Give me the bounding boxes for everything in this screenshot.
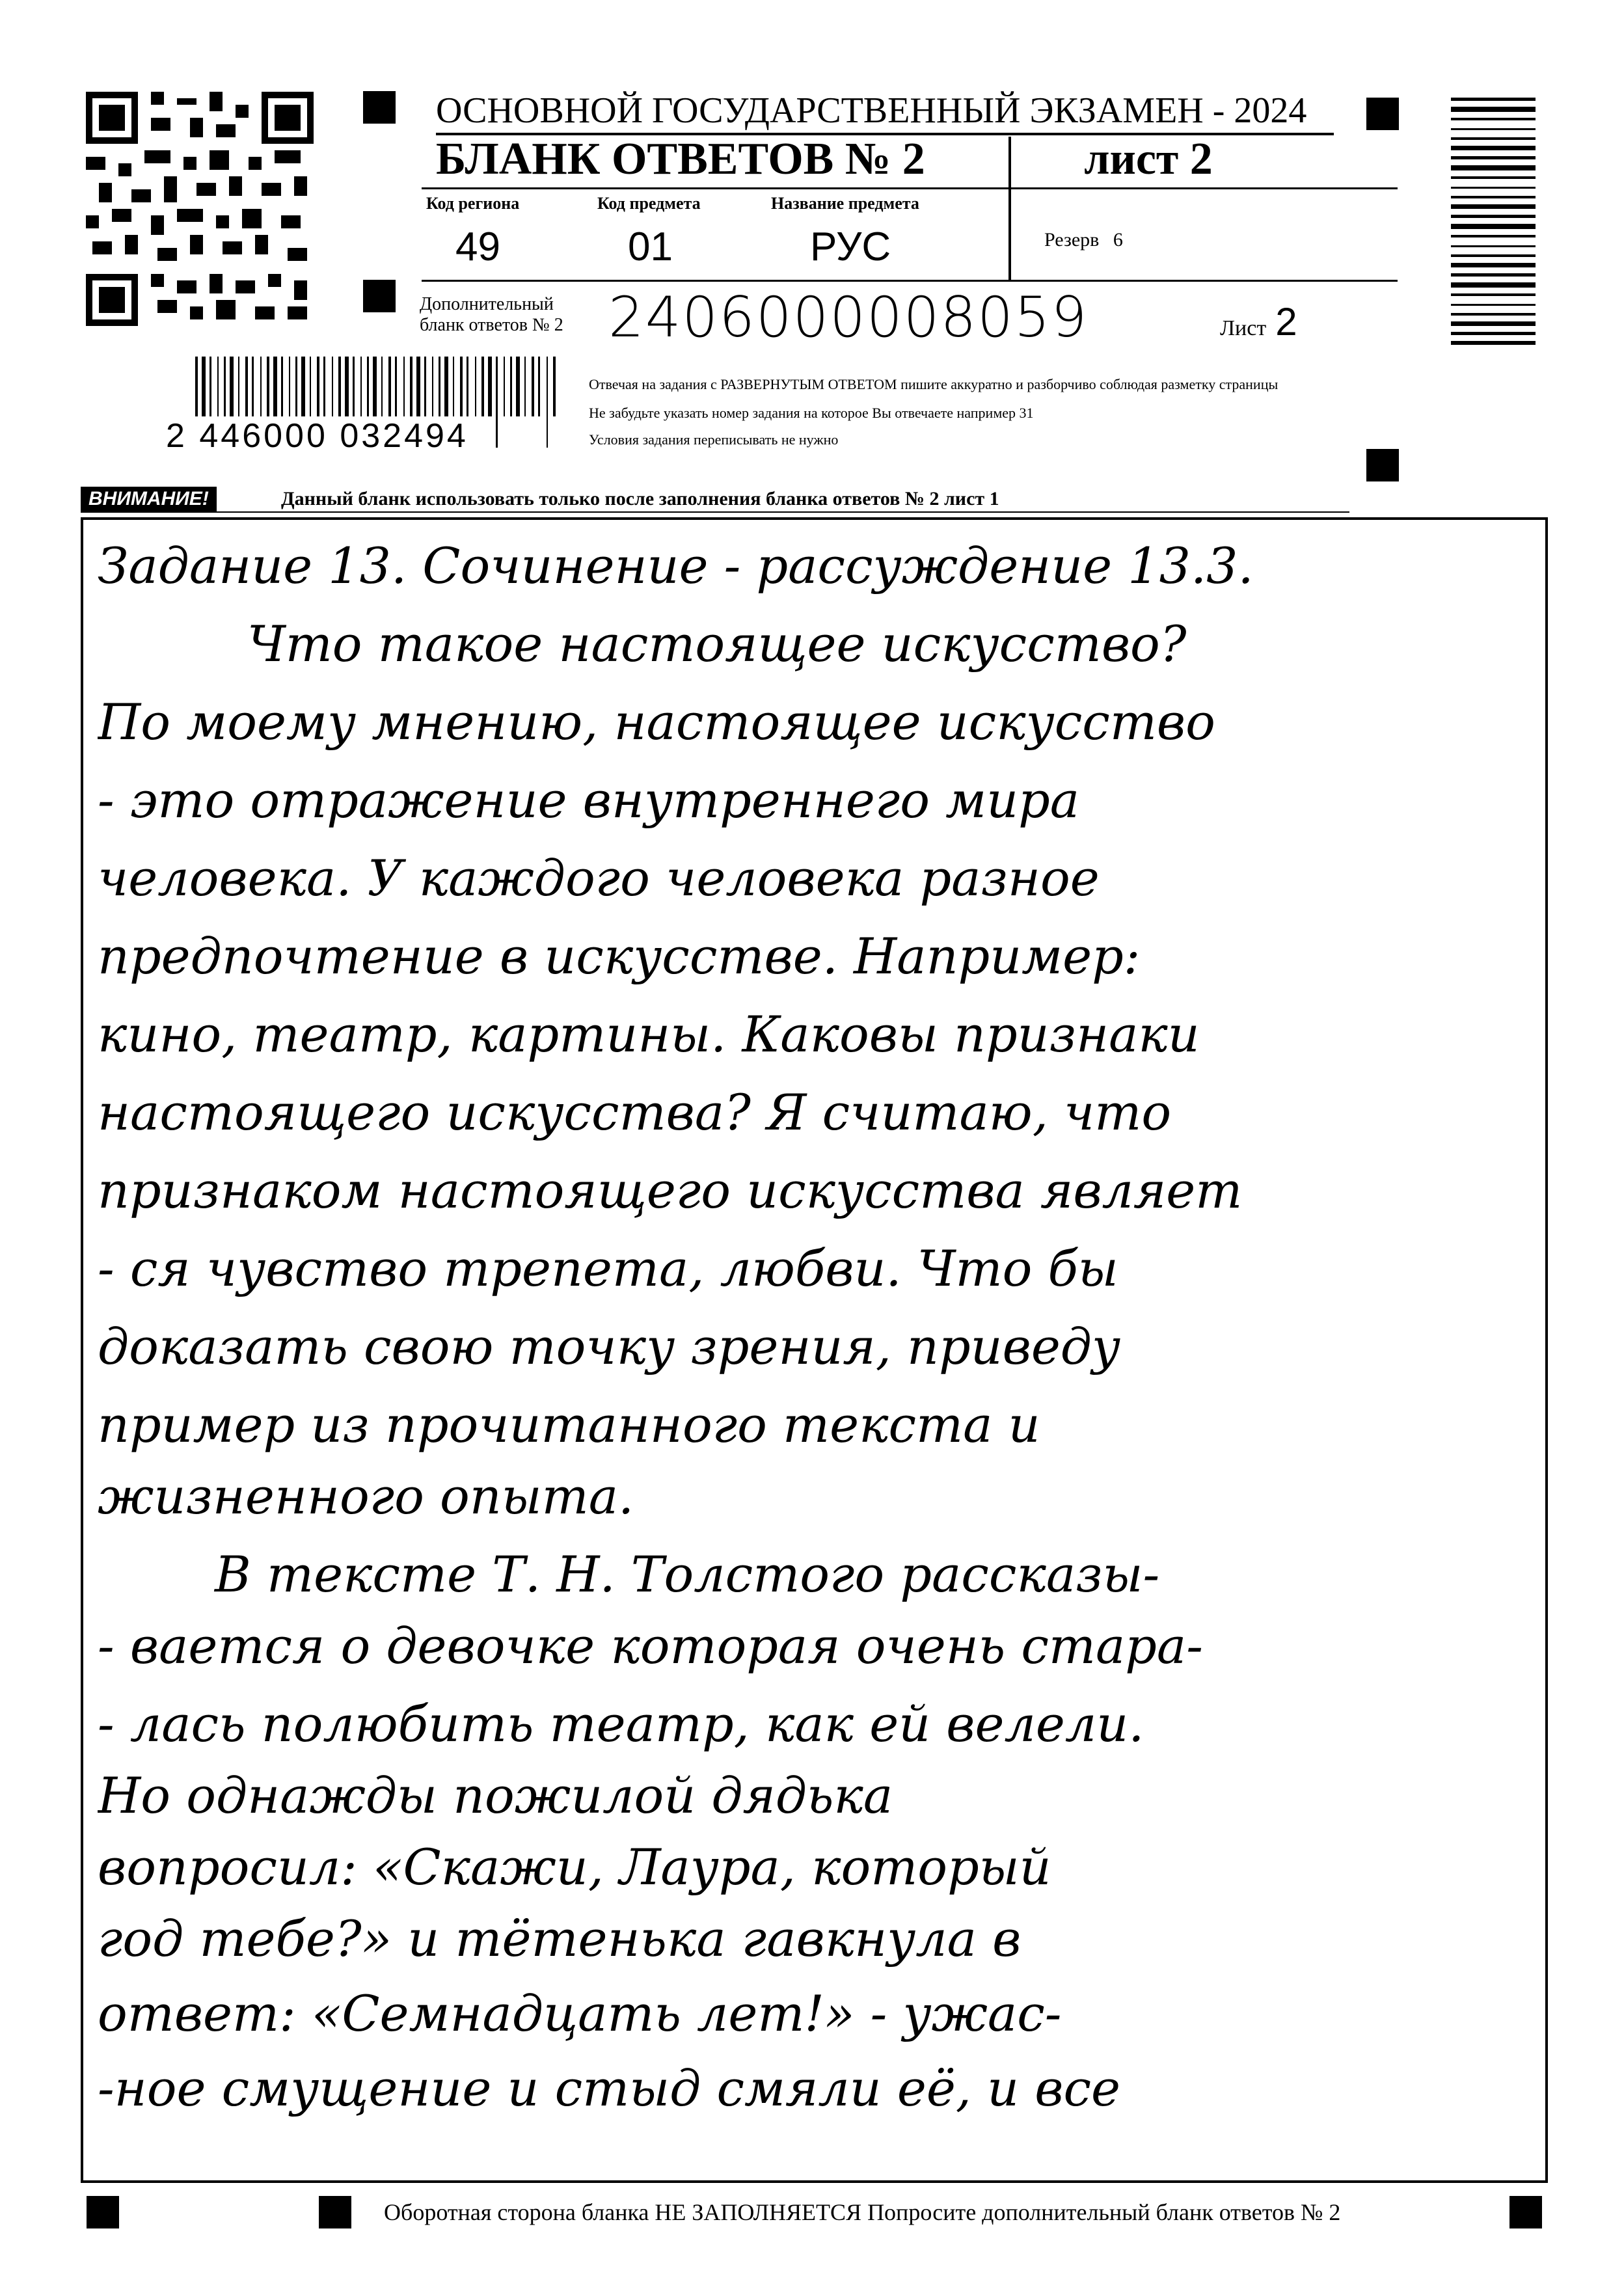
timing-mark: [319, 2196, 351, 2228]
qr-code: [86, 91, 314, 327]
header-rule: [422, 280, 1398, 282]
warning-text: Данный бланк использовать только после заполнения бланка ответов № 2 лист 1: [281, 488, 999, 509]
subject-code-label: Код предмета: [597, 194, 701, 213]
side-barcode: [1451, 98, 1536, 345]
sheet-number-field: [1220, 299, 1297, 344]
answer-line: ответ: «Семнадцать лет!» - ужас-: [98, 1984, 1062, 2042]
answer-line: человека. У каждого человека разное: [98, 849, 1100, 907]
answer-line: По моему мнению, настоящее искусство: [98, 693, 1215, 751]
answer-line: - это отражение внутреннего мира: [98, 771, 1080, 829]
timing-mark: [87, 2196, 119, 2228]
answer-line: Что такое настоящее искусство?: [247, 615, 1187, 673]
timing-mark: [1366, 98, 1399, 130]
answer-line: доказать свою точку зрения, приведу: [98, 1318, 1121, 1375]
reserve-field: [1044, 229, 1123, 251]
sheet-value: 2: [1275, 300, 1297, 344]
instruction-3: Условия задания переписывать не нужно: [589, 431, 839, 448]
answer-line: В тексте Т. Н. Толстого рассказы-: [215, 1545, 1160, 1603]
subject-name-label: Название предмета: [771, 194, 919, 213]
instruction-2: Не забудьте указать номер задания на которое Вы отвечаете например 31: [589, 405, 1034, 421]
barcode-number: 2 446000 032494: [166, 417, 468, 455]
instruction-1: Отвечая на задания с РАЗВЕРНУТЫМ ОТВЕТОМ пишите аккуратно и разборчиво соблюдая разметку страницы: [589, 376, 1279, 392]
answer-line: жизненного опыта.: [98, 1467, 634, 1525]
answer-line: -ное смущение и стыд смяли её, и все: [98, 2059, 1120, 2117]
answer-line: вопросил: «Скажи, Лаура, который: [98, 1838, 1051, 1896]
answer-line: предпочтение в искусстве. Например:: [98, 927, 1141, 985]
answer-line: - лась полюбить театр, как ей велели.: [98, 1695, 1144, 1753]
subject-code-value: 01: [628, 224, 673, 269]
sheet-title: лист 2: [1084, 134, 1213, 184]
region-code-label: Код региона: [426, 194, 520, 213]
footer-note: Оборотная сторона бланка НЕ ЗАПОЛНЯЕТСЯ Попросите дополнительный бланк ответов № 2: [384, 2199, 1341, 2225]
sheet-label: Лист: [1220, 316, 1267, 340]
answer-line: пример из прочитанного текста и: [98, 1396, 1040, 1454]
subject-name-value: РУС: [810, 224, 891, 269]
exam-title: ОСНОВНОЙ ГОСУДАРСТВЕННЫЙ ЭКЗАМЕН - 2024: [436, 90, 1334, 135]
timing-mark: [363, 280, 396, 312]
region-code-value: 49: [455, 224, 500, 269]
timing-mark: [363, 91, 396, 124]
warning-badge: ВНИМАНИЕ!: [81, 487, 217, 511]
header-divider: [1008, 137, 1011, 281]
answer-line: Задание 13. Сочинение - рассуждение 13.3.: [98, 537, 1254, 595]
answer-line: - вается о девочке которая очень стара-: [98, 1617, 1203, 1675]
answer-line: Но однажды пожилой дядька: [98, 1767, 893, 1824]
extra-form-label: Дополнительный бланк ответов № 2: [420, 294, 563, 335]
reserve-value: 6: [1113, 229, 1123, 251]
header-rule: [422, 187, 1398, 189]
timing-mark: [1509, 2196, 1542, 2228]
answer-line: кино, театр, картины. Каковы признаки: [98, 1005, 1200, 1063]
answer-line: - ся чувство трепета, любви. Что бы: [98, 1239, 1118, 1297]
extra-form-number: 2406000008059: [608, 285, 1089, 350]
form-title: БЛАНК ОТВЕТОВ № 2: [436, 134, 925, 184]
answer-line: настоящего искусства? Я считаю, что: [98, 1083, 1172, 1141]
reserve-label: Резерв: [1044, 229, 1100, 251]
timing-mark: [1366, 449, 1399, 481]
warning-rule: [81, 511, 1349, 513]
answer-line: признаком настоящего искусства являет: [98, 1161, 1243, 1219]
answer-line: год тебе?» и тётенька гавкнула в: [98, 1910, 1022, 1968]
